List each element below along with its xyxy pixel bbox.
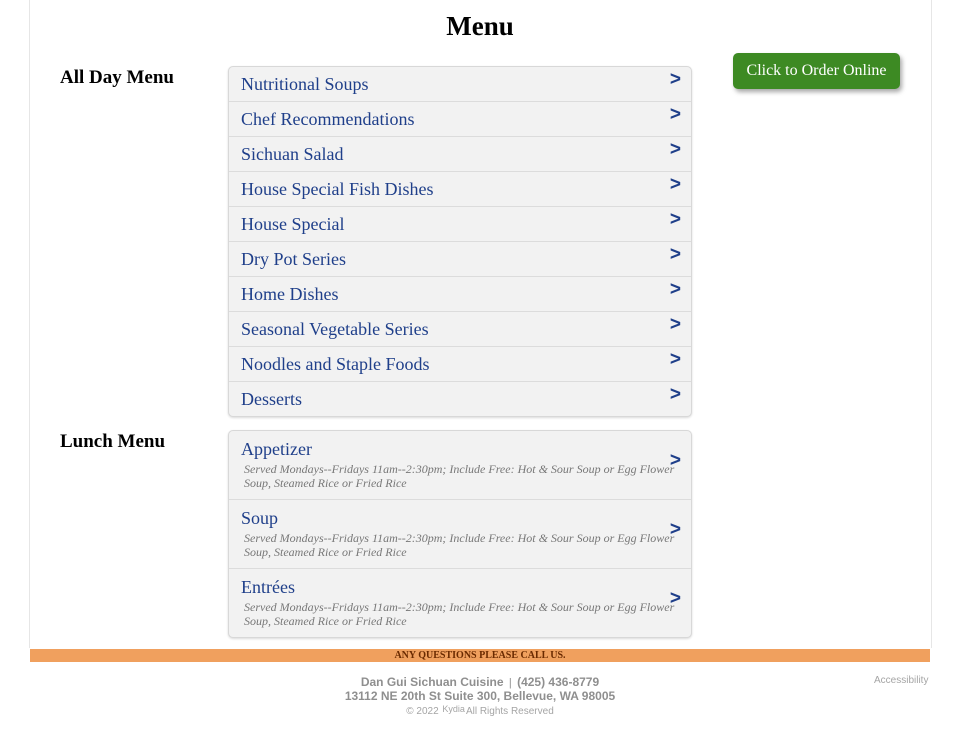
menu-item-description: Served Mondays--Fridays 11am--2:30pm; Include Free: Hot & Sour Soup or Egg Flower Soup, Steamed Rice or Fried Rice	[244, 462, 675, 490]
menu-item-sichuan-salad[interactable]	[229, 137, 691, 172]
rights-text: All Rights Reserved	[465, 706, 554, 717]
order-online-button[interactable]: Click to Order Online	[733, 53, 900, 89]
menu-item-description: Served Mondays--Fridays 11am--2:30pm; Include Free: Hot & Sour Soup or Egg Flower Soup, Steamed Rice or Fried Rice	[244, 531, 675, 559]
footer-separator: |	[508, 677, 512, 689]
menu-item-seasonal-vegetable-series[interactable]	[229, 312, 691, 347]
menu-item-label: Soup	[241, 508, 279, 528]
page-title: Menu	[446, 11, 514, 41]
menu-item-appetizer[interactable]	[229, 431, 691, 500]
copyright-year: © 2022	[406, 706, 439, 717]
menu-item-label: Appetizer	[241, 439, 312, 459]
menu-item-label: Home Dishes	[241, 284, 339, 304]
menu-item-entrees[interactable]	[229, 569, 691, 637]
menu-item-chef-recommendations[interactable]	[229, 102, 691, 137]
menu-item-label: Nutritional Soups	[241, 74, 369, 94]
all-day-menu-heading: All Day Menu	[60, 67, 174, 88]
chevron-right-icon: >	[669, 279, 681, 300]
accessibility-link[interactable]: Accessibility	[874, 675, 929, 686]
chevron-right-icon: >	[669, 244, 681, 265]
chevron-right-icon: >	[669, 519, 681, 540]
menu-item-house-special[interactable]	[229, 207, 691, 242]
menu-item-label: House Special	[241, 214, 345, 234]
menu-item-label: Sichuan Salad	[241, 144, 344, 164]
restaurant-name: Dan Gui Sichuan Cuisine	[360, 675, 504, 689]
menu-item-label: Noodles and Staple Foods	[241, 354, 430, 374]
menu-item-dry-pot-series[interactable]	[229, 242, 691, 277]
chevron-right-icon: >	[669, 174, 681, 195]
menu-item-label: Dry Pot Series	[241, 249, 346, 269]
menu-item-label: House Special Fish Dishes	[241, 179, 434, 199]
chevron-right-icon: >	[669, 588, 681, 609]
chevron-right-icon: >	[669, 450, 681, 471]
menu-item-noodles-and-staple-foods[interactable]	[229, 347, 691, 382]
footer-address: 13112 NE 20th St Suite 300, Bellevue, WA 98005	[344, 689, 616, 703]
chevron-right-icon: >	[669, 384, 681, 405]
footer-copyright	[0, 706, 960, 717]
menu-item-nutritional-soups[interactable]	[229, 67, 691, 102]
lunch-menu-list	[228, 430, 692, 638]
menu-item-soup[interactable]	[229, 500, 691, 569]
menu-item-description: Served Mondays--Fridays 11am--2:30pm; Include Free: Hot & Sour Soup or Egg Flower Soup, Steamed Rice or Fried Rice	[244, 600, 675, 628]
call-us-banner: ANY QUESTIONS PLEASE CALL US.	[30, 649, 930, 662]
menu-item-desserts[interactable]	[229, 382, 691, 416]
chevron-right-icon: >	[669, 139, 681, 160]
menu-item-label: Desserts	[241, 389, 302, 409]
menu-item-home-dishes[interactable]	[229, 277, 691, 312]
chevron-right-icon: >	[669, 349, 681, 370]
chevron-right-icon: >	[669, 314, 681, 335]
chevron-right-icon: >	[669, 209, 681, 230]
menu-item-label: Chef Recommendations	[241, 109, 415, 129]
all-day-menu-list	[228, 66, 692, 417]
menu-item-house-special-fish-dishes[interactable]	[229, 172, 691, 207]
footer-contact	[0, 675, 960, 689]
kydia-link[interactable]: Kydia	[442, 704, 465, 714]
menu-item-label: Seasonal Vegetable Series	[241, 319, 429, 339]
menu-item-label: Entrées	[241, 577, 295, 597]
phone-link[interactable]: (425) 436-8779	[517, 675, 600, 689]
lunch-menu-heading: Lunch Menu	[60, 431, 166, 452]
chevron-right-icon: >	[669, 69, 681, 90]
chevron-right-icon: >	[669, 104, 681, 125]
